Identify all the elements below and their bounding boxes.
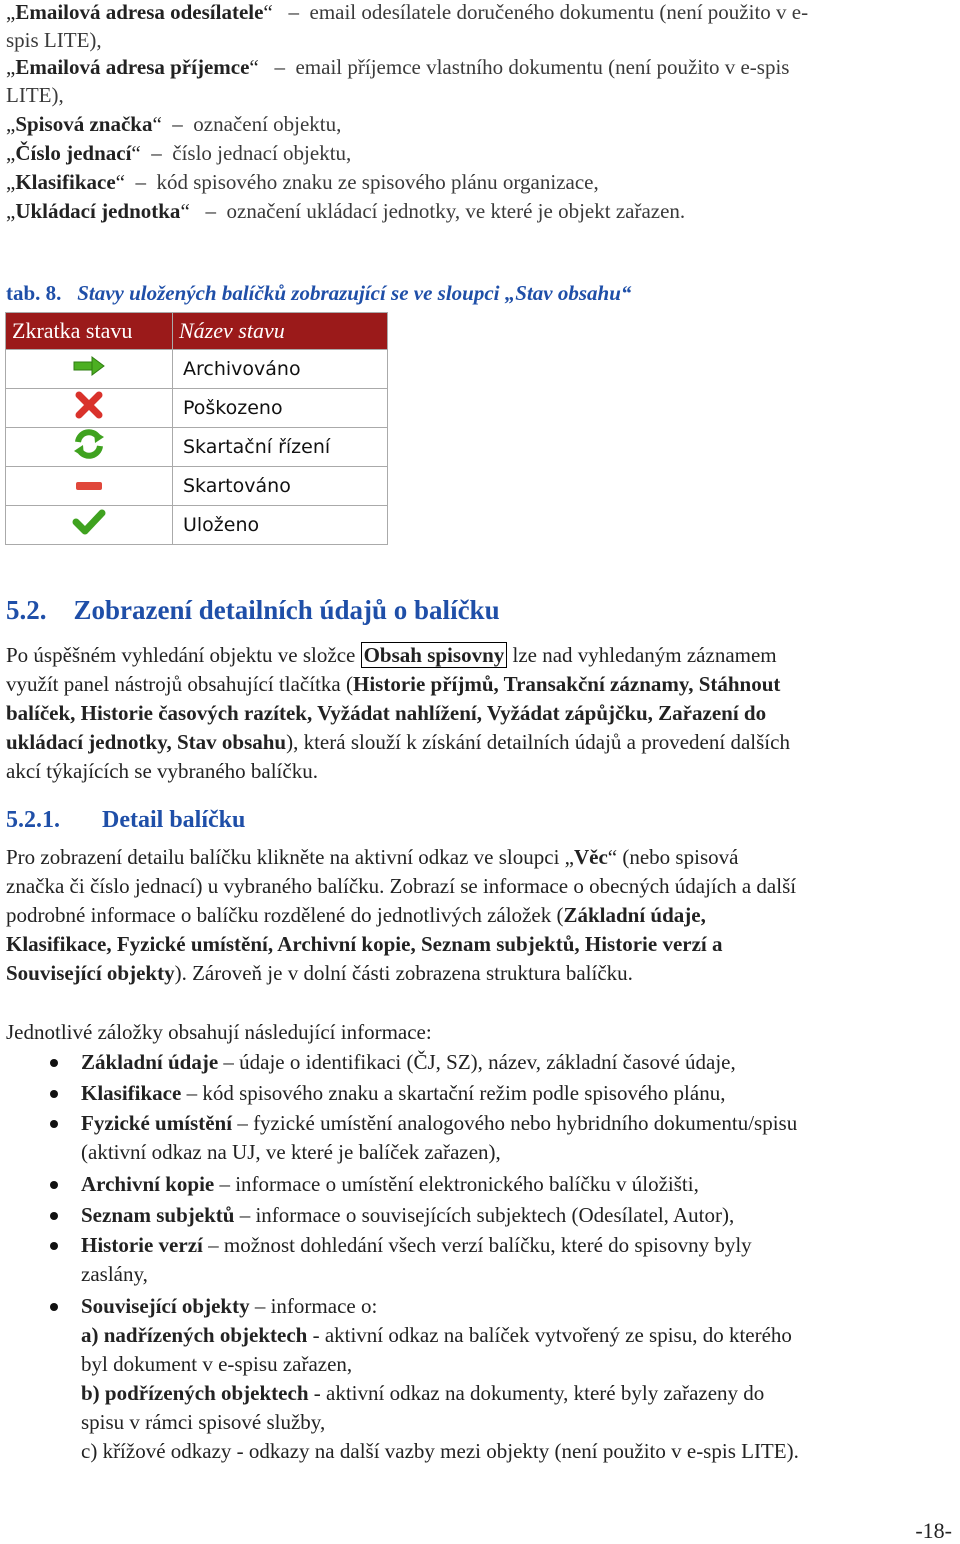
paragraph-line: ukládací jednotky, Stav obsahu), která slouží k získání detailních údajů a provedení dalších (6, 730, 790, 754)
bullet-related-objects: Související objekty – informace o: (81, 1294, 378, 1318)
page-number: -18- (915, 1518, 952, 1543)
paragraph-line: podrobné informace o balíčku rozdělené do jednotlivých záložek (Základní údaje, (6, 903, 706, 927)
table-caption (6, 279, 631, 307)
bullet-version-history-cont: zaslány, (81, 1262, 148, 1286)
def-storage-unit: „Ukládací jednotka“ – označení ukládací jednotky, ve které je objekt zařazen. (6, 199, 686, 223)
bullet-dot (50, 1120, 58, 1128)
bullet-dot (50, 1059, 58, 1067)
related-cross-references: c) křížové odkazy - odkazy na další vazby mezi objekty (není použito v e-spis LITE). (81, 1439, 799, 1463)
bullet-dot (50, 1303, 58, 1311)
obsah-spisovny-label: Obsah spisovny (361, 642, 508, 668)
def-email-recipient: „Emailová adresa příjemce“ – email příjemce vlastního dokumentu (není použito v e-spis (6, 55, 790, 79)
paragraph-line: akcí týkajících se vybraného balíčku. (6, 759, 318, 783)
state-name: Poškozeno (173, 389, 388, 428)
bullet-archive-copy: Archivní kopie – informace o umístění elektronického balíčku v úložišti, (81, 1172, 699, 1196)
paragraph-line: balíček, Historie časových razítek, Vyžádat nahlížení, Vyžádat zápůjčku, Zařazení do (6, 701, 767, 725)
red-x-icon (74, 390, 104, 420)
bullet-physical-location-cont: (aktivní odkaz na UJ, ve které je balíček zařazen), (81, 1140, 501, 1164)
def-email-recipient-cont: LITE), (6, 83, 64, 107)
section-heading-5-2: 5.2. Zobrazení detailních údajů o balíčku (6, 595, 500, 625)
table-row (6, 350, 388, 389)
def-email-sender: „Emailová adresa odesílatele“ – email odesílatele doručeného dokumentu (není použito v e- (6, 0, 809, 24)
related-child-objects-cont: spisu v rámci spisové služby, (81, 1410, 326, 1434)
state-name: Skartační řízení (173, 428, 388, 467)
table-row (6, 506, 388, 545)
table-header-row (6, 313, 388, 350)
bullet-version-history: Historie verzí – možnost dohledání všech verzí balíčku, které do spisovny byly (81, 1233, 752, 1257)
paragraph-line: značka či číslo jednací) u vybraného balíčku. Zobrazí se informace o obecných údajích a další (6, 874, 797, 898)
bullet-dot (50, 1181, 58, 1189)
bullet-classification: Klasifikace – kód spisového znaku a skartační režim podle spisového plánu, (81, 1081, 726, 1105)
tabs-intro: Jednotlivé záložky obsahují následující informace: (6, 1020, 432, 1044)
bullet-dot (50, 1242, 58, 1250)
paragraph-line: Související objekty). Zároveň je v dolní části zobrazena struktura balíčku. (6, 961, 633, 985)
header-state-name: Název stavu (173, 313, 388, 350)
state-name: Uloženo (173, 506, 388, 545)
table-caption-number: tab. 8. (6, 281, 62, 305)
table-caption-text: Stavy uložených balíčků zobrazující se ve sloupci „Stav obsahu“ (77, 281, 632, 305)
recycle-icon (72, 428, 106, 460)
header-abbreviation: Zkratka stavu (6, 313, 173, 350)
paragraph-line: Klasifikace, Fyzické umístění, Archivní kopie, Seznam subjektů, Historie verzí a (6, 932, 723, 956)
table-row (6, 389, 388, 428)
paragraph-line: Po úspěšném vyhledání objektu ve složce Obsah spisovny lze nad vyhledaným záznamem (6, 643, 777, 667)
paragraph-line: využít panel nástrojů obsahující tlačítka (Historie příjmů, Transakční záznamy, Stáhnout (6, 672, 781, 696)
bullet-dot (50, 1090, 58, 1098)
arrow-right-icon (72, 355, 106, 377)
bullet-physical-location: Fyzické umístění – fyzické umístění analogového nebo hybridního dokumentu/spisu (81, 1111, 798, 1135)
bullet-subjects: Seznam subjektů – informace o souvisejících subjektech (Odesílatel, Autor), (81, 1203, 735, 1227)
minus-icon (74, 479, 104, 493)
def-email-sender-cont: spis LITE), (6, 28, 102, 52)
section-heading-5-2-1: 5.2.1. Detail balíčku (6, 807, 246, 833)
states-table (5, 312, 388, 545)
paragraph-line: Pro zobrazení detailu balíčku klikněte na aktivní odkaz ve sloupci „Věc“ (nebo spisová (6, 845, 739, 869)
table-row (6, 428, 388, 467)
def-ref-number: „Číslo jednací“ – číslo jednací objektu, (6, 141, 352, 165)
related-parent-objects-cont: byl dokument v e-spisu zařazen, (81, 1352, 353, 1376)
bullet-basic-data: Základní údaje – údaje o identifikaci (ČJ, SZ), název, základní časové údaje, (81, 1050, 736, 1074)
table-row (6, 467, 388, 506)
def-file-mark: „Spisová značka“ – označení objektu, (6, 112, 342, 136)
related-parent-objects: a) nadřízených objektech - aktivní odkaz na balíček vytvořený ze spisu, do kterého (81, 1323, 792, 1347)
state-name: Skartováno (173, 467, 388, 506)
bullet-dot (50, 1212, 58, 1220)
def-classification: „Klasifikace“ – kód spisového znaku ze spisového plánu organizace, (6, 170, 599, 194)
checkmark-icon (72, 508, 106, 536)
related-child-objects: b) podřízených objektech - aktivní odkaz na dokumenty, které byly zařazeny do (81, 1381, 765, 1405)
state-name: Archivováno (173, 350, 388, 389)
